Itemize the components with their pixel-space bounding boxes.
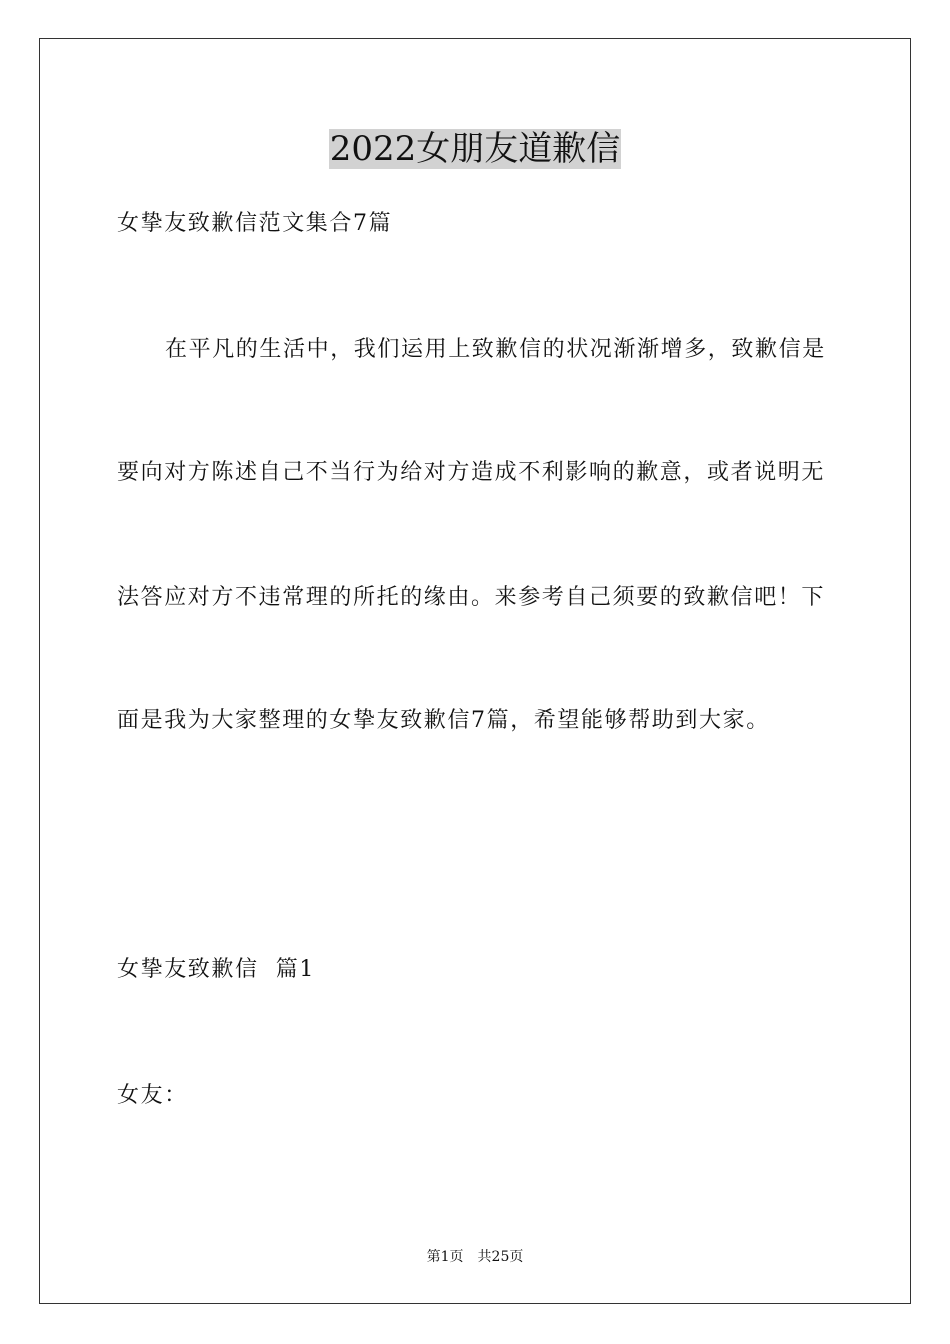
document-title-text: 2022女朋友道歉信 xyxy=(329,129,621,169)
intro-paragraph-line-3: 法答应对方不违常理的所托的缘由。来参考自己须要的致歉信吧！下 xyxy=(117,585,826,610)
page-footer xyxy=(0,1248,950,1266)
document-title xyxy=(0,126,950,172)
intro-paragraph-line-4: 面是我为大家整理的女挚友致歉信7篇，希望能够帮助到大家。 xyxy=(117,708,770,733)
page-total: 共25页 xyxy=(477,1249,524,1265)
intro-paragraph-line-2: 要向对方陈述自己不当行为给对方造成不利影响的歉意，或者说明无 xyxy=(117,460,826,485)
intro-paragraph-line-1: 在平凡的生活中，我们运用上致歉信的状况渐渐增多，致歉信是 xyxy=(165,337,826,362)
page-number: 第1页 xyxy=(426,1249,464,1265)
letter-salutation: 女友： xyxy=(117,1083,188,1108)
document-subtitle: 女挚友致歉信范文集合7篇 xyxy=(117,211,393,236)
section-heading: 女挚友致歉信 篇1 xyxy=(117,957,315,982)
